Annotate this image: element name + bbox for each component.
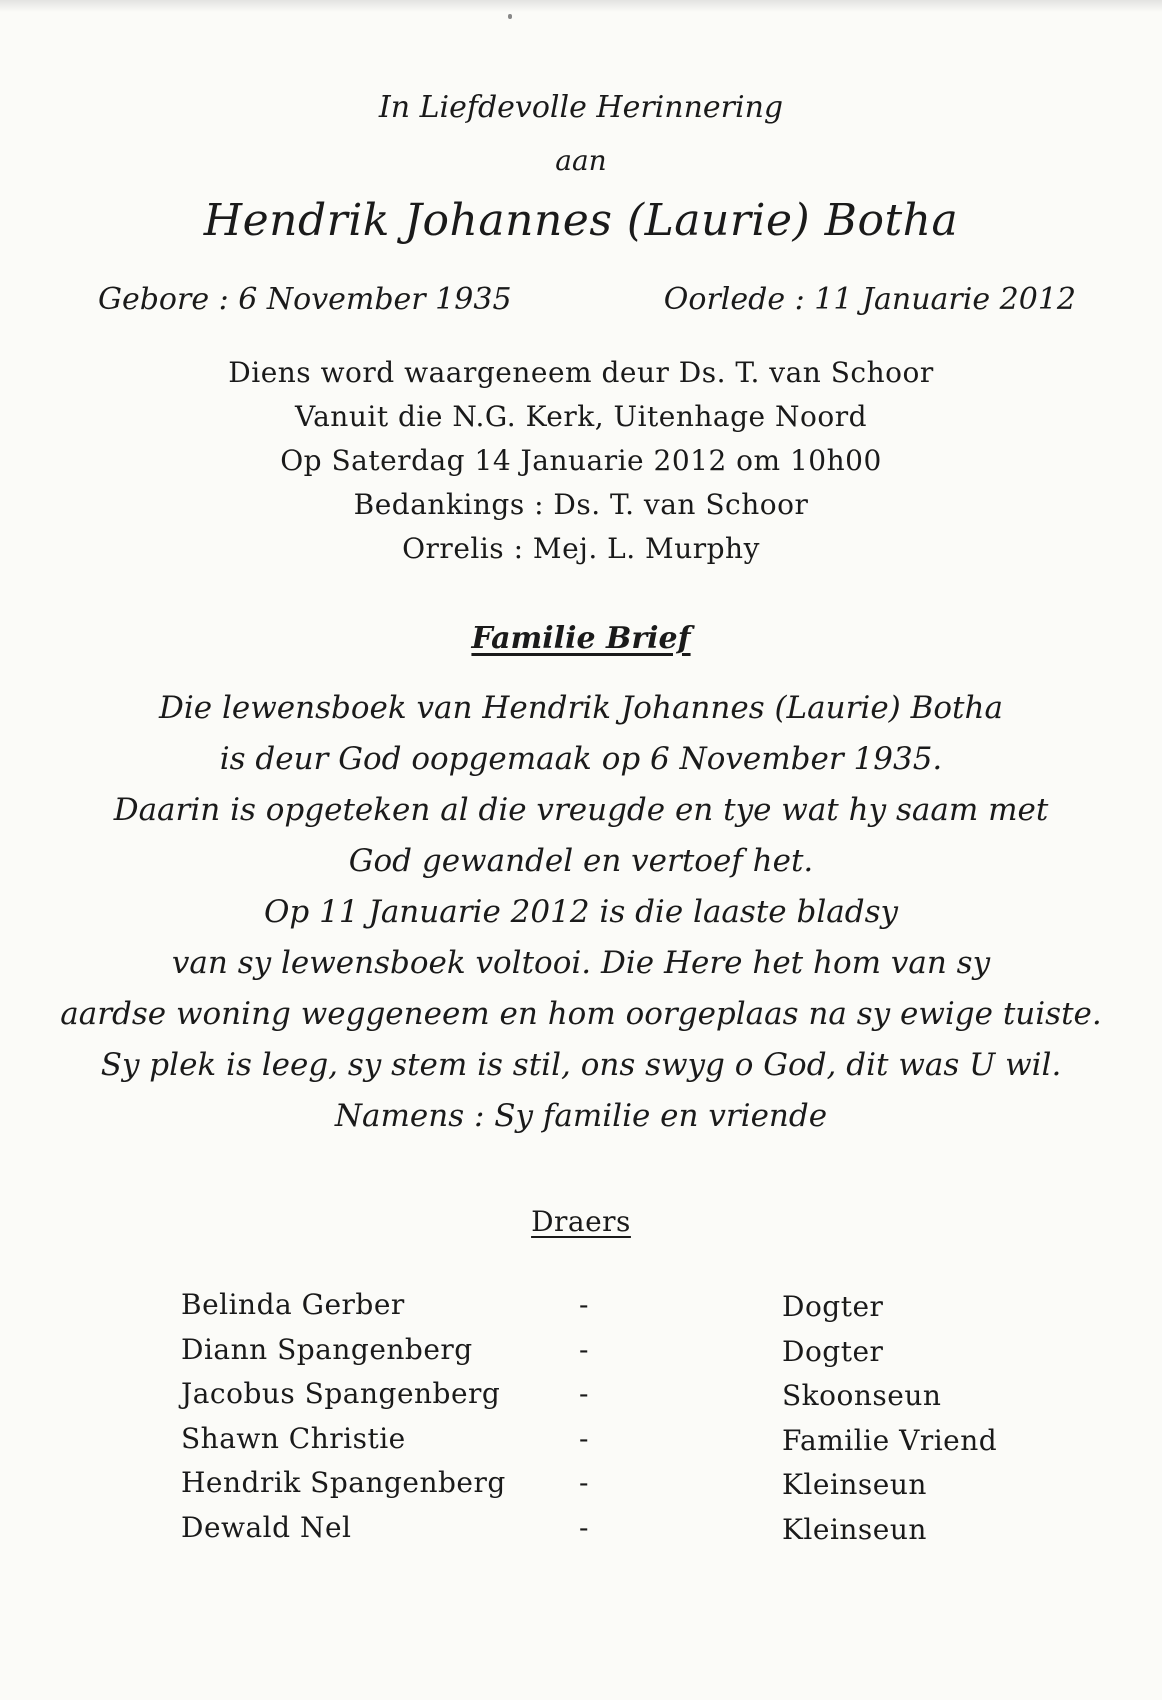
service-officiant: Diens word waargeneem deur Ds. T. van Schoor — [228, 356, 934, 389]
scan-shadow — [0, 0, 1162, 12]
service-datetime: Op Saterdag 14 Januarie 2012 om 10h00 — [280, 444, 882, 477]
bearer-relation: Dogter — [782, 1334, 884, 1368]
family-letter-line: van sy lewensboek voltooi. Die Here het hom van sy — [171, 945, 991, 981]
bearer-separator: - — [579, 1421, 589, 1455]
bearer-relation: Familie Vriend — [782, 1423, 998, 1457]
bearer-relation: Kleinseun — [782, 1468, 927, 1501]
family-letter-line: Die lewensboek van Hendrik Johannes (Laurie) Botha — [159, 690, 1003, 726]
death-date: Oorlede : 11 Januarie 2012 — [663, 282, 1076, 317]
bearer-relation: Kleinseun — [782, 1512, 927, 1546]
bearer-name: Diann Spangenberg — [181, 1332, 473, 1366]
service-thanks: Bedankings : Ds. T. van Schoor — [353, 488, 809, 521]
bearer-row — [0, 1511, 1162, 1556]
bearer-separator: - — [579, 1377, 589, 1410]
service-venue: Vanuit die N.G. Kerk, Uitenhage Noord — [294, 400, 868, 433]
family-letter-line: God gewandel en vertoef het. — [348, 843, 814, 879]
family-letter-signoff: Namens : Sy familie en vriende — [334, 1098, 828, 1134]
family-letter-line: aardse woning weggeneem en hom oorgeplaas na sy ewige tuiste. — [60, 996, 1102, 1032]
family-letter-line: Daarin is opgeteken al die vreugde en tye wat hy saam met — [113, 792, 1049, 828]
bearer-name: Hendrik Spangenberg — [181, 1466, 506, 1499]
bearer-separator: - — [579, 1510, 589, 1544]
scan-speck — [508, 14, 512, 19]
memorial-heading-aan: aan — [555, 144, 607, 177]
bearer-row — [0, 1422, 1162, 1467]
memorial-heading: In Liefdevolle Herinnering — [378, 90, 784, 125]
bearer-separator: - — [579, 1466, 589, 1499]
bearer-row — [0, 1288, 1162, 1333]
deceased-name: Hendrik Johannes (Laurie) Botha — [203, 195, 959, 246]
bearer-name: Jacobus Spangenberg — [181, 1377, 501, 1410]
family-letter-line: is deur God oopgemaak op 6 November 1935. — [219, 741, 943, 777]
bearer-name: Dewald Nel — [181, 1510, 352, 1544]
bearer-separator: - — [579, 1332, 589, 1366]
bearers-list — [0, 1288, 1162, 1555]
dates-row — [98, 282, 1076, 326]
bearer-name: Shawn Christie — [181, 1421, 406, 1455]
family-letter-heading: Familie Brief — [471, 621, 691, 656]
bearer-row — [0, 1333, 1162, 1378]
bearer-relation: Dogter — [782, 1290, 884, 1323]
service-organist: Orrelis : Mej. L. Murphy — [402, 532, 760, 565]
bearer-relation: Skoonseun — [782, 1379, 942, 1412]
birth-date: Gebore : 6 November 1935 — [98, 282, 512, 317]
family-letter-line: Op 11 Januarie 2012 is die laaste bladsy — [263, 894, 898, 930]
bearers-heading: Draers — [531, 1205, 631, 1238]
bearer-row — [0, 1377, 1162, 1422]
bearer-name: Belinda Gerber — [181, 1288, 405, 1321]
bearer-separator: - — [579, 1288, 589, 1321]
bearer-row — [0, 1466, 1162, 1511]
family-letter-line: Sy plek is leeg, sy stem is stil, ons swyg o God, dit was U wil. — [100, 1047, 1062, 1083]
